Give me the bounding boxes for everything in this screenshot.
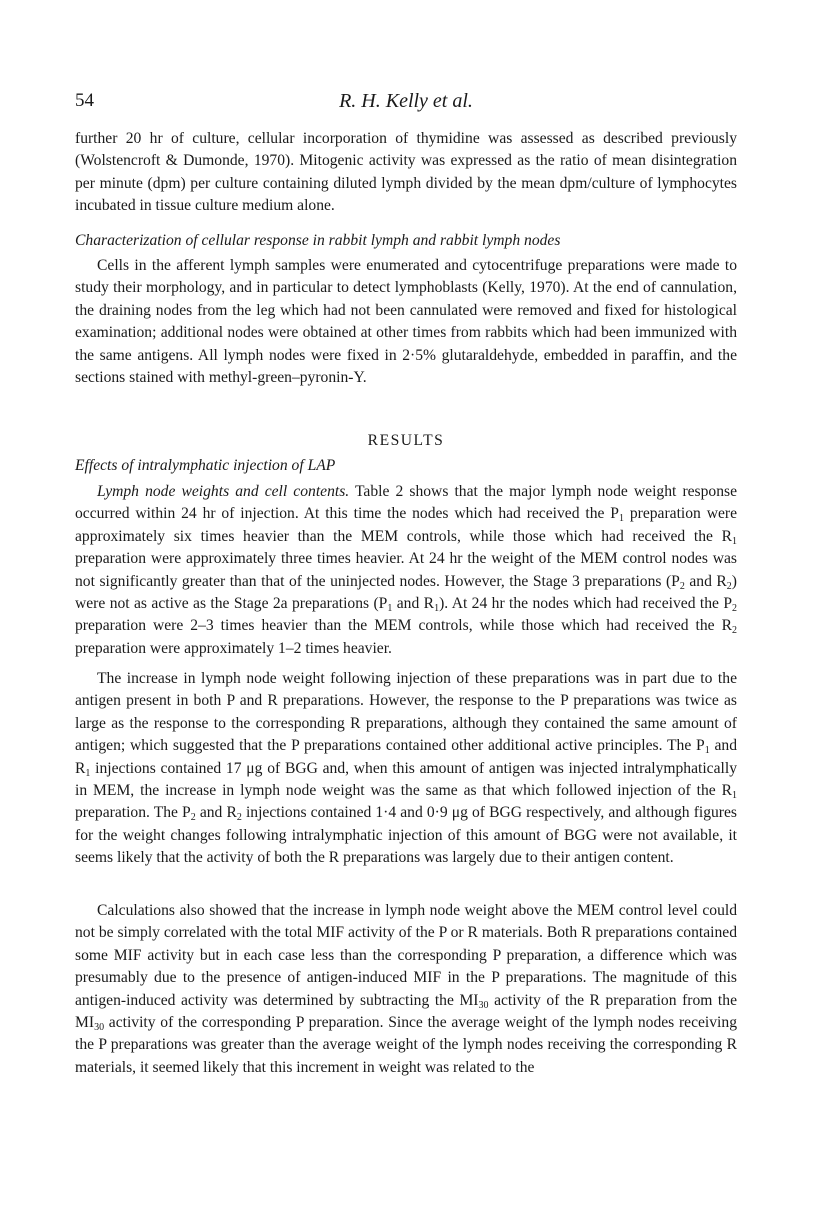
page-header (75, 90, 737, 120)
subscript: 1 (732, 535, 737, 547)
text-span: preparation were approximately six times heavier than the MEM controls, while those which had received the R (75, 505, 737, 545)
text-span: The increase in lymph node weight following injection of these preparations was in part due to the antigen present in both P and R preparations. However, the response to the P preparations was twice as large as the response to the corresponding R preparations, although they contained the same amount of antigen; which suggested that the P preparations contained other additional active principles. The P (75, 670, 737, 755)
subscript: 30 (94, 1022, 105, 1034)
intro-paragraph: further 20 hr of culture, cellular incorporation of thymidine was assessed as described previously (Wolstencroft & Dumonde, 1970). Mitogenic activity was expressed as the ratio of mean disintegration per minute (dpm) per culture containing diluted lymph divided by the mean dpm/culture of lymphocytes incubated in tissue culture medium alone. (75, 130, 737, 215)
running-head: R. H. Kelly et al. (339, 90, 473, 112)
methods-paragraph: Cells in the afferent lymph samples were enumerated and cytocentrifuge preparations were made to study their morphology, and in particular to detect lymphoblasts (Kelly, 1970). At the end of cannulation, the draining nodes from the leg which had not been cannulated were removed and fixed for histological examination; additional nodes were obtained at other times from rabbits which had been immunized with the same antigens. All lymph nodes were fixed in 2·5% glutaraldehyde, embedded in paraffin, and the sections stained with methyl-green–pyronin-Y. (75, 257, 737, 387)
intro-paragraph-block (75, 128, 737, 218)
subscript: 2 (732, 603, 737, 615)
text-span: ) were not as active as the Stage 2a preparations (P (75, 572, 737, 613)
subheading-1: Characterization of cellular response in rabbit lymph and rabbit lymph nodes (75, 232, 561, 249)
text-span: preparation were approximately 1–2 times heavier. (75, 639, 392, 657)
subscript: 1 (85, 767, 91, 779)
page-number: 54 (75, 90, 94, 111)
subscript: 1 (434, 603, 440, 615)
subscript: 2 (679, 580, 685, 592)
text-span: and R (392, 595, 435, 613)
subscript: 1 (387, 603, 393, 615)
subscript: 1 (618, 513, 624, 525)
subheading-effects (75, 455, 737, 477)
text-span: and R (684, 572, 727, 590)
text-span: Calculations also showed that the increase in lymph node weight above the MEM control level could not be simply correlated with the total MIF activity of the P or R materials. Both R preparations contained some MIF activity but in each case less than the corresponding P preparation, a difference which was presumably due to the presence of antigen-induced MIF in the P preparations. The magnitude of this antigen-induced activity was determined by subtracting the MI (75, 902, 737, 1009)
results-paragraph-antigen (75, 668, 737, 870)
text-span: preparation were 2–3 times heavier than the MEM controls, while those which had received the R (75, 617, 732, 635)
text-span: and R (195, 804, 237, 822)
subscript: 2 (732, 625, 737, 637)
text-span: activity of the R preparation from the MI (75, 991, 737, 1032)
text-span: and R (75, 737, 737, 777)
runin-heading: Lymph node weights and cell contents. (97, 483, 350, 500)
text-span: preparation. The P (75, 804, 191, 822)
results-paragraph-mif (75, 900, 737, 1079)
results-paragraph-mif-block (75, 900, 737, 1079)
subheading-characterization (75, 230, 737, 252)
text-span: preparation were approximately three times heavier. At 24 hr the weight of the MEM control nodes was not significantly greater than that of the uninjected nodes. However, the Stage 3 preparations (P (75, 550, 737, 590)
text-span: injections contained 1·4 and 0·9 μg of BGG respectively, and although figures for the weight changes following intralymphatic injection of this amount of BGG were not available, it seems likely that the activity of both the R preparations was largely due to their antigen content. (75, 804, 737, 867)
subscript: 30 (478, 999, 489, 1011)
results-paragraph-weights-block (75, 481, 737, 660)
subscript: 1 (732, 790, 737, 802)
subscript: 2 (236, 812, 242, 824)
section-title-results: RESULTS (367, 432, 445, 449)
results-paragraph-weights (75, 481, 737, 660)
subscript: 2 (190, 812, 196, 824)
methods-paragraph-block (75, 255, 737, 389)
subheading-2: Effects of intralymphatic injection of LAP (75, 457, 336, 474)
text-span: Table 2 shows that the major lymph node weight response occurred within 24 hr of injection. At this time the nodes which had received the P (75, 483, 738, 523)
subscript: 1 (704, 745, 710, 757)
text-span: injections contained 17 μg of BGG and, when this amount of antigen was injected intralymphatically in MEM, the increase in lymph node weight was the same as that which followed injection of the R (75, 759, 737, 800)
text-span: ). At 24 hr the nodes which had received the P (439, 595, 732, 613)
results-paragraph-antigen-block (75, 668, 737, 870)
text-span: activity of the corresponding P preparation. Since the average weight of the lymph nodes receiving the P preparations was greater than the average weight of the lymph nodes receiving the corresponding R materials, it seemed likely that this increment in weight was related to the (75, 1014, 737, 1076)
subscript: 2 (726, 580, 732, 592)
results-heading-block (75, 430, 737, 452)
